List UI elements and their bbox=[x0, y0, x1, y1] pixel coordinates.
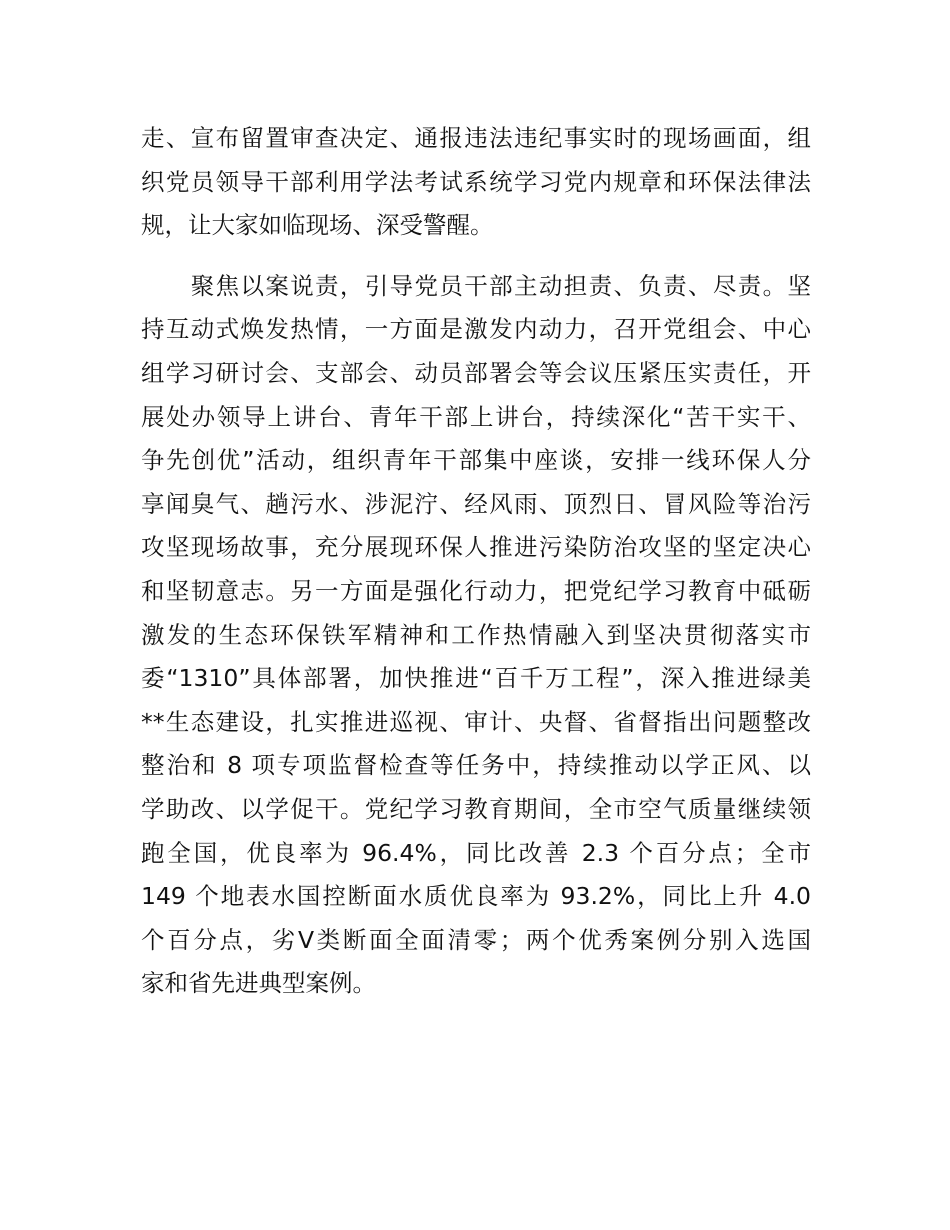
text-line: 织党员领导干部利用学法考试系统学习党内规章和环保法律法 bbox=[141, 167, 811, 196]
text-line: 149 个地表水国控断面水质优良率为 93.2%，同比上升 4.0 bbox=[141, 882, 811, 911]
text-line: 持互动式焕发热情，一方面是激发内动力，召开党组会、中心 bbox=[141, 315, 811, 344]
text-line: 攻坚现场故事，充分展现环保人推进污染防治攻坚的坚定决心 bbox=[141, 533, 811, 562]
paragraph-2 bbox=[141, 265, 811, 1006]
text-line: 聚焦以案说责，引导党员干部主动担责、负责、尽责。坚 bbox=[141, 271, 811, 300]
text-line: 组学习研讨会、支部会、动员部署会等会议压紧压实责任，开 bbox=[141, 358, 811, 387]
text-line: 跑全国，优良率为 96.4%，同比改善 2.3 个百分点；全市 bbox=[141, 838, 811, 867]
text-line: 个百分点，劣Ⅴ类断面全面清零；两个优秀案例分别入选国 bbox=[141, 925, 811, 954]
text-line: 规，让大家如临现场、深受警醒。 bbox=[141, 211, 494, 240]
text-line: 享闻臭气、趟污水、涉泥泞、经风雨、顶烈日、冒风险等治污 bbox=[141, 489, 811, 518]
text-line: **生态建设，扎实推进巡视、审计、央督、省督指出问题整改 bbox=[141, 707, 811, 736]
text-line: 和坚韧意志。另一方面是强化行动力，把党纪学习教育中砥砺 bbox=[141, 576, 811, 605]
text-line: 学助改、以学促干。党纪学习教育期间，全市空气质量继续领 bbox=[141, 794, 811, 823]
text-line: 展处办领导上讲台、青年干部上讲台，持续深化“苦干实干、 bbox=[141, 402, 811, 431]
text-line: 激发的生态环保铁军精神和工作热情融入到坚决贯彻落实市 bbox=[141, 620, 811, 649]
text-line: 委“1310”具体部署，加快推进“百千万工程”，深入推进绿美 bbox=[141, 664, 811, 693]
text-line: 家和省先进典型案例。 bbox=[141, 969, 376, 998]
paragraph-1 bbox=[141, 117, 811, 248]
text-line: 整治和 8 项专项监督检查等任务中，持续推动以学正风、以 bbox=[141, 751, 811, 780]
text-line: 争先创优”活动，组织青年干部集中座谈，安排一线环保人分 bbox=[141, 446, 811, 475]
document-body bbox=[141, 117, 811, 1006]
text-line: 走、宣布留置审查决定、通报违法违纪事实时的现场画面，组 bbox=[141, 124, 811, 152]
